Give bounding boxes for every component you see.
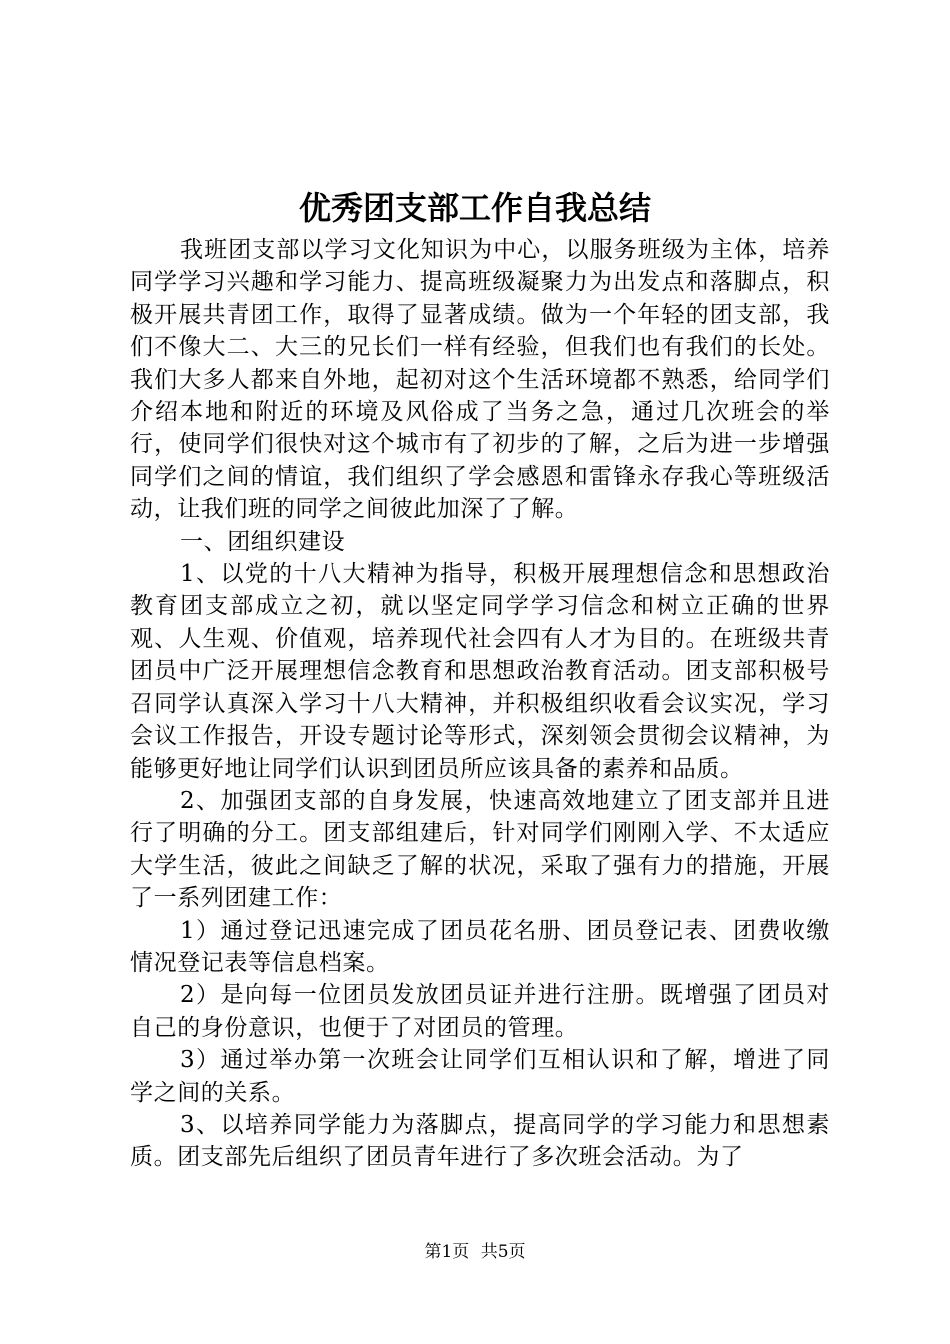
paragraph-item-3: 3、以培养同学能力为落脚点，提高同学的学习能力和思想素质。团支部先后组织了团员青年进行了多次班会活动。为了 bbox=[130, 1111, 830, 1171]
document-body bbox=[130, 234, 830, 1174]
section-heading-org: 一、团组织建设 bbox=[180, 528, 346, 555]
page-total: 共5页 bbox=[480, 1242, 526, 1262]
paragraph-item-2: 2、加强团支部的自身发展，快速高效地建立了团支部并且进行了明确的分工。团支部组建后，针对同学们刚刚入学、不太适应大学生活，彼此之间缺乏了解的状况，采取了强有力的措施，开展了一系列团建工作： bbox=[130, 787, 830, 912]
paragraph-subitem-1: 1）通过登记迅速完成了团员花名册、团员登记表、团费收缴情况登记表等信息档案。 bbox=[130, 917, 830, 976]
page-footer bbox=[0, 1240, 950, 1264]
paragraph-subitem-2: 2）是向每一位团员发放团员证并进行注册。既增强了团员对自己的身份意识，也便于了对团员的管理。 bbox=[130, 982, 830, 1041]
document-title: 优秀团支部工作自我总结 bbox=[298, 189, 651, 227]
paragraph-item-1: 1、以党的十八大精神为指导，积极开展理想信念和思想政治教育团支部成立之初，就以坚定同学学习信念和树立正确的世界观、人生观、价值观，培养现代社会四有人才为目的。在班级共青团员中广泛开展理想信念教育和思想政治教育活动。团支部积极号召同学认真深入学习十八大精神，并积极组织收看会议实况，学习会议工作报告，开设专题讨论等形式，深刻领会贯彻会议精神，为能够更好地让同学们认识到团员所应该具备的素养和品质。 bbox=[130, 561, 830, 782]
page-number: 第1页 bbox=[424, 1242, 470, 1262]
paragraph-intro: 我班团支部以学习文化知识为中心，以服务班级为主体，培养同学学习兴趣和学习能力、提高班级凝聚力为出发点和落脚点，积极开展共青团工作，取得了显著成绩。做为一个年轻的团支部，我们不像大二、大三的兄长们一样有经验，但我们也有我们的长处。我们大多人都来自外地，起初对这个生活环境都不熟悉，给同学们介绍本地和附近的环境及风俗成了当务之急，通过几次班会的举行，使同学们很快对这个城市有了初步的了解，之后为进一步增强同学们之间的情谊，我们组织了学会感恩和雷锋永存我心等班级活动，让我们班的同学之间彼此加深了了解。 bbox=[130, 237, 830, 523]
paragraph-subitem-3: 3）通过举办第一次班会让同学们互相认识和了解，增进了同学之间的关系。 bbox=[130, 1047, 830, 1106]
